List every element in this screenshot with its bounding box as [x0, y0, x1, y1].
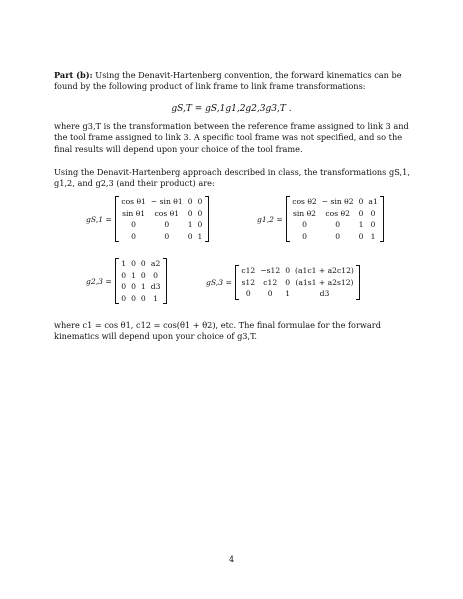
matrix-cell: c12	[263, 277, 278, 287]
matrix-cell: 1	[121, 259, 127, 268]
matrix-cell: cos θ1	[121, 197, 146, 206]
matrix-cell: 0	[302, 231, 307, 241]
main-equation: gS,T = gS,1g1,2g2,3g3,T .	[171, 104, 292, 114]
matrix-label: g2,3 =	[86, 276, 112, 286]
matrix-cell: 0	[187, 208, 193, 218]
matrix-cell: 0	[335, 231, 341, 241]
matrix-cell: d3	[319, 289, 330, 299]
matrix-gS3-block	[206, 265, 360, 300]
matrix-cell: 0	[370, 220, 376, 230]
matrix-cell: cos θ2	[292, 197, 317, 206]
matrix-cell: sin θ1	[122, 208, 146, 218]
matrix-cell: cos θ2	[325, 208, 350, 218]
matrix-cell: 1	[197, 231, 203, 241]
matrix-cell: 0	[302, 220, 307, 230]
matrix-cell: − sin θ1	[150, 197, 183, 206]
matrix-cell: 0	[140, 293, 146, 303]
matrix-cell: 1	[131, 270, 136, 280]
matrix-label: gS,1 =	[86, 214, 112, 224]
matrix-cell: cos θ1	[154, 208, 180, 218]
matrix-bracket	[286, 196, 385, 242]
matrix-cell: 0	[140, 270, 146, 280]
matrix-label: g1,2 =	[257, 214, 283, 224]
matrix-cell: d3	[150, 282, 161, 292]
matrix-cell: sin θ2	[292, 208, 317, 218]
matrix-g23-block	[86, 258, 167, 304]
matrix-cell: s12	[241, 277, 256, 287]
matrix-cell: 0	[131, 282, 136, 292]
matrix-cell: 0	[131, 220, 137, 230]
matrix-cell: 0	[153, 270, 159, 280]
matrix-cell: 0	[187, 197, 193, 206]
matrix-cell: 0	[187, 231, 193, 241]
matrix-cell: 0	[131, 293, 136, 303]
matrix-cell: (a1c1 + a2c12)	[295, 266, 354, 275]
intro-text: Using the Denavit-Hartenberg convention, the forward kinematics can be found by the following product of link frame to link frame transformations:	[54, 70, 402, 92]
intro-paragraph	[54, 70, 419, 93]
matrix-cell: 0	[121, 282, 127, 292]
matrix-cell: 0	[131, 231, 137, 241]
closing-paragraph: where c1 = cos θ1, c12 = cos(θ1 + θ2), etc. The final formulae for the forward kinematics will depend upon your choice of g3,T.	[54, 320, 381, 342]
matrix-cell: 1	[187, 220, 193, 230]
matrix-cell: 0	[370, 208, 376, 218]
explanation-paragraph: where g3,T is the transformation between the reference frame assigned to link 3 and the tool frame assigned to link 3. A specific tool frame was not specified, and so the final results will depend upon your choice of the tool frame.	[54, 121, 409, 154]
matrix-cell: 0	[267, 289, 273, 299]
matrix-cell: (a1s1 + a2s12)	[295, 277, 354, 287]
matrix-cell: 0	[245, 289, 251, 299]
matrix-cell: 0	[197, 208, 203, 218]
matrix-cell: 0	[164, 220, 170, 230]
matrix-bracket	[115, 258, 167, 304]
matrix-gS1	[119, 196, 205, 242]
matrix-g23	[119, 258, 163, 304]
matrix-cell: a1	[368, 197, 378, 206]
matrix-cell: a2	[150, 259, 161, 268]
matrix-cell: 0	[358, 231, 364, 241]
matrix-cell: 0	[285, 266, 291, 275]
part-label: Part (b):	[54, 70, 93, 80]
matrix-cell: 0	[121, 270, 127, 280]
matrix-cell: 0	[121, 293, 127, 303]
matrix-label: gS,3 =	[206, 277, 232, 287]
page-number: 4	[228, 554, 235, 564]
matrix-cell: 1	[358, 220, 364, 230]
matrix-cell: 0	[335, 220, 341, 230]
matrix-g12-block	[257, 196, 384, 242]
matrix-cell: − sin θ2	[321, 197, 354, 206]
matrix-cell: 0	[285, 277, 291, 287]
transform-intro-paragraph: Using the Denavit-Hartenberg approach described in class, the transformations gS,1, g1,2, and g2,3 (and their product) are:	[54, 167, 410, 189]
matrix-cell: 0	[131, 259, 136, 268]
matrix-cell: 1	[285, 289, 291, 299]
matrix-cell: c12	[241, 266, 256, 275]
matrix-cell: 1	[153, 293, 159, 303]
matrix-cell: 0	[140, 259, 146, 268]
matrix-cell: −s12	[260, 266, 281, 275]
matrix-gS3	[239, 265, 357, 300]
matrix-cell: 0	[197, 220, 203, 230]
matrix-cell: 0	[358, 208, 364, 218]
matrix-cell: 0	[197, 197, 203, 206]
matrix-g12	[290, 196, 381, 242]
matrix-cell: 1	[140, 282, 146, 292]
matrix-cell: 0	[358, 197, 364, 206]
matrix-bracket	[235, 265, 361, 300]
matrix-cell: 1	[370, 231, 376, 241]
matrix-bracket	[115, 196, 209, 242]
matrix-gS1-block	[86, 196, 209, 242]
matrix-cell: 0	[164, 231, 170, 241]
